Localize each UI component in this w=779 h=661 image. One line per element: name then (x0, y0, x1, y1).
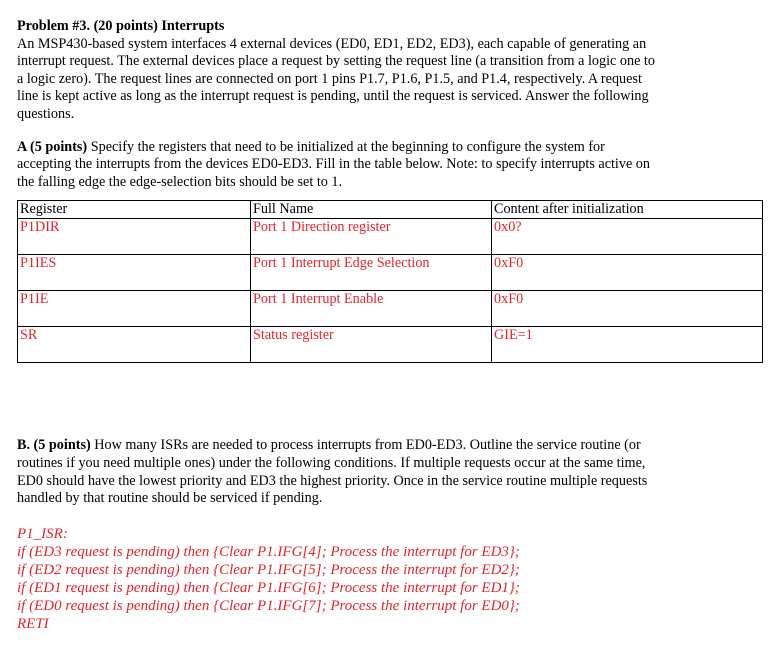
part-a-line: accepting the interrupts from the devices ED0-ED3. Fill in the table below. Note: to specify interrupts active on (17, 156, 650, 173)
problem-line: An MSP430-based system interfaces 4 external devices (ED0, ED1, ED2, ED3), each capable of generating an (17, 35, 647, 52)
answer-line: if (ED2 request is pending) then {Clear P1.IFG[5]; Process the interrupt for ED2}; (17, 561, 520, 578)
answer-line: RETI (17, 615, 49, 632)
problem-title: Problem #3. (20 points) Interrupts (17, 18, 225, 34)
part-b-question (17, 437, 762, 507)
full-name-cell: Port 1 Interrupt Edge Selection (251, 255, 492, 291)
table-row (18, 291, 763, 327)
answer-line: if (ED0 request is pending) then {Clear P1.IFG[7]; Process the interrupt for ED0}; (17, 597, 520, 614)
content-cell: 0x0? (492, 219, 763, 255)
header-content: Content after initialization (492, 201, 763, 219)
answer-line: if (ED1 request is pending) then {Clear P1.IFG[6]; Process the interrupt for ED1}; (17, 579, 520, 596)
register-cell: P1IE (18, 291, 251, 327)
problem-line: interrupt request. The external devices place a request by setting the request line (a transition from a logic one to (17, 53, 655, 70)
part-a-question (17, 139, 762, 192)
problem-line: line is kept active as long as the interrupt request is pending, until the request is serviced. Answer the following (17, 88, 649, 105)
table-header-row (18, 201, 763, 219)
part-a-label: A (5 points) (17, 138, 88, 155)
part-a-line: A (5 points) Specify the registers that need to be initialized at the beginning to configure the system for (17, 138, 605, 155)
answer-line: P1_ISR: (17, 525, 68, 542)
content-cell: 0xF0 (492, 255, 763, 291)
problem-line: questions. (17, 105, 75, 122)
full-name-cell: Port 1 Direction register (251, 219, 492, 255)
part-a-line: the falling edge the edge-selection bits should be set to 1. (17, 173, 343, 190)
document-page (17, 18, 762, 633)
part-b-line: ED0 should have the lowest priority and ED3 the highest priority. Once in the service routine multiple requests (17, 472, 648, 489)
answer-line: if (ED3 request is pending) then {Clear P1.IFG[4]; Process the interrupt for ED3}; (17, 543, 520, 560)
problem-line: a logic zero). The request lines are connected on port 1 pins P1.7, P1.6, P1.5, and P1.4, respectively. A request (17, 70, 642, 87)
register-cell: P1DIR (18, 219, 251, 255)
header-register: Register (18, 201, 251, 219)
register-cell: SR (18, 327, 251, 363)
content-cell: 0xF0 (492, 291, 763, 327)
part-b-line: routines if you need multiple ones) under the following conditions. If multiple requests occur at the same time, (17, 454, 646, 471)
register-table (17, 200, 763, 363)
full-name-cell: Status register (251, 327, 492, 363)
part-b-line: handled by that routine should be serviced if pending. (17, 490, 323, 507)
table-row (18, 219, 763, 255)
table-row (18, 327, 763, 363)
answer-pseudocode (17, 525, 762, 633)
part-b-line: B. (5 points) How many ISRs are needed to process interrupts from ED0-ED3. Outline the service routine (or (17, 437, 641, 454)
header-full-name: Full Name (251, 201, 492, 219)
register-cell: P1IES (18, 255, 251, 291)
problem-statement (17, 18, 762, 124)
part-b-label: B. (5 points) (17, 437, 91, 454)
content-cell: GIE=1 (492, 327, 763, 363)
table-row (18, 255, 763, 291)
full-name-cell: Port 1 Interrupt Enable (251, 291, 492, 327)
